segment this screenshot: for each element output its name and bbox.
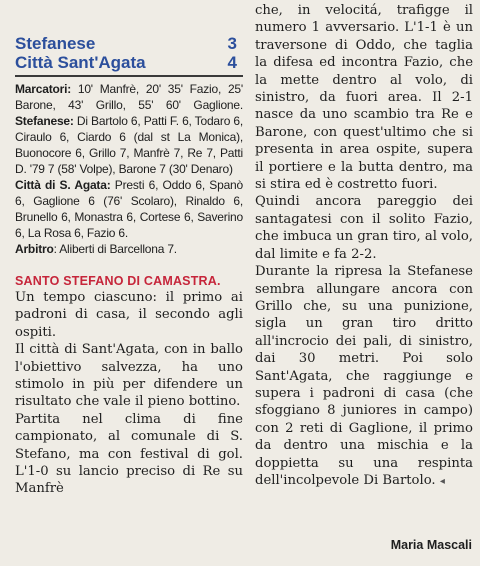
right-column: [255, 2, 473, 490]
score-away: [15, 53, 243, 72]
away-score: 4: [227, 53, 237, 72]
referee-text: : Aliberti di Barcellona 7.: [53, 242, 177, 256]
end-mark-icon: ◂: [439, 475, 445, 487]
home-lineup-text: Di Bartolo 6, Patti F. 6, Todaro 6, Ciraulo 6, Ciardo 6 (dal st La Monica), Buonocore 6, Grillo 7, Manfrè 7, Re 7, Patti D. '79 7 (58' Volpe), Barone 7 (30' Denaro): [15, 114, 243, 176]
paragraph-5-text: Durante la ripresa la Stefanese sembra allungare ancora con Grillo che, su una punizione, sigla un gran tiro dritto all'incrocio dei pali, di sinistro, dai 30 metri. Poi solo Sant'Agata, che raggiunge e supera i padroni di casa (che sfoggiano 8 juniores in campo) con 2 reti di Gaglione, il primo da dentro una mischia e la doppietta su una respinta dell'incolpevole Di Bartolo.: [255, 264, 473, 488]
paragraph-3-start: Partita nel clima di fine campionato, al comunale di S. Stefano, ma con festival di gol. L'1-0 su lancio preciso di Re su Manfrè: [15, 411, 243, 497]
home-team-name: Stefanese: [15, 34, 96, 53]
away-lineup-text: Presti 6, Oddo 6, Spanò 6, Gaglione 6 (76' Scolaro), Rinaldo 6, Brunello 6, Monastra 6, Cortese 6, Saverino 6, La Rosa 6, Fazio 6.: [15, 178, 243, 240]
tabellino-referee: [15, 241, 243, 257]
left-column: [15, 34, 243, 498]
paragraph-1: Un tempo ciascuno: il primo ai padroni di casa, il secondo agli ospiti.: [15, 290, 243, 340]
paragraph-3-cont: che, in velocitá, trafigge il numero 1 avversario. L'1-1 è un traversone di Oddo, che taglia la difesa ed incontra Fazio, che la mette dentro al volo, di sinistro, da fuori area. Il 2-1 nasce da uno scambio tra Re e Barone, con quest'ultimo che si presenta in area ospite, supera il portiere e la butta dentro, ma si stira ed è costretto fuori.: [255, 3, 473, 193]
paragraph-5: [255, 263, 473, 490]
away-team-name: Città Sant'Agata: [15, 53, 146, 72]
paragraph-4: Quindi ancora pareggio dei santagatesi con il solito Fazio, che imbuca un gran tiro, al volo, dal limite e fa 2-2.: [255, 194, 473, 262]
score-home: [15, 34, 243, 53]
score-divider: [15, 75, 243, 77]
scorers-label: Marcatori:: [15, 82, 72, 96]
dateline: SANTO STEFANO DI CAMASTRA.: [15, 274, 221, 288]
away-lineup-label: Città di S. Agata:: [15, 178, 111, 192]
home-lineup-label: Stefanese:: [15, 114, 74, 128]
tabellino-scorers: [15, 81, 243, 177]
scorers-text: 10' Manfrè, 20' 35' Fazio, 25' Barone, 43' Grillo, 55' 60' Gaglione.: [15, 82, 243, 112]
tabellino-away: [15, 177, 243, 241]
author-byline: Maria Mascali: [390, 538, 472, 552]
paragraph-2: Il città di Sant'Agata, con in ballo l'obiettivo salvezza, ha uno stimolo in più per difendere un risultato che vale il pieno bottino.: [15, 342, 243, 410]
referee-label: Arbitro: [15, 242, 54, 256]
home-score: 3: [227, 34, 237, 53]
